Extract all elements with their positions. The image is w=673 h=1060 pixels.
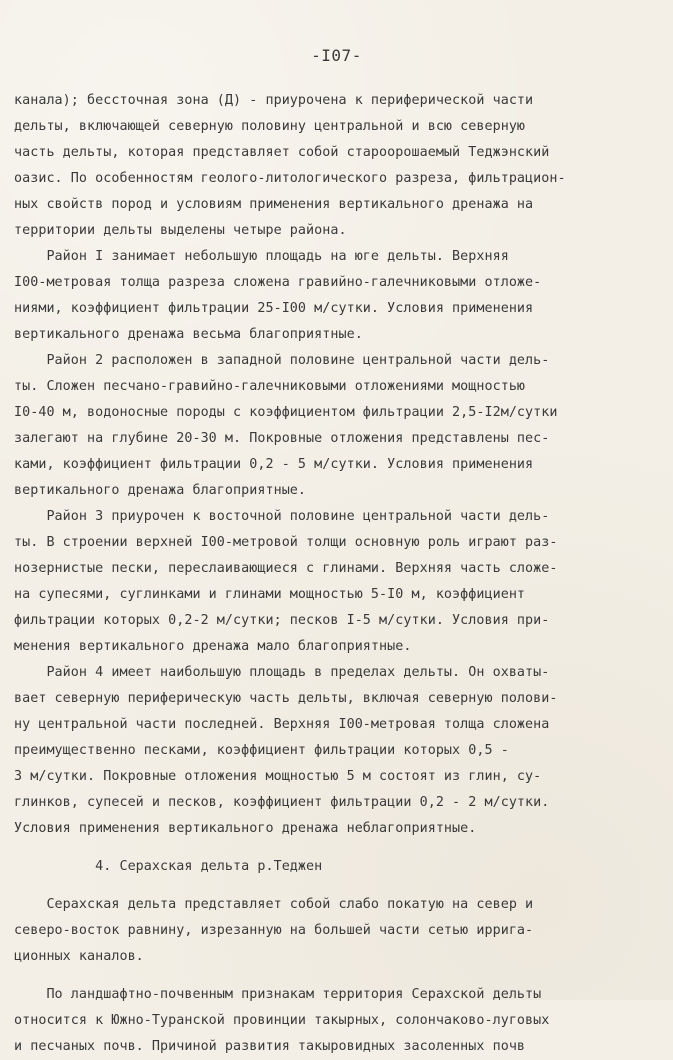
text-line: По ландшафтно-почвенным признакам территория Серахской дельты (14, 987, 542, 1002)
spacer (14, 970, 664, 982)
text-line: территории дельты выделены четыре района. (14, 223, 347, 238)
text-line: фильтрации которых 0,2-2 м/сутки; песков I-5 м/сутки. Условия при- (14, 613, 550, 628)
text-line: I00-метровая толща разреза сложена гравийно-галечниковыми отложе- (14, 275, 542, 290)
text-line: и песчаных почв. Причиной развития такыровидных засоленных почв (14, 1039, 526, 1054)
text-line: Район 3 приурочен к восточной половине центральной части дель- (14, 509, 550, 524)
text-line: ционных каналов. (14, 949, 144, 964)
text-line: часть дельты, которая представляет собой староорошаемый Теджэнский (14, 145, 550, 160)
text-line: северо-восток равнину, изрезанную на большей части сетью ирригa- (14, 923, 534, 938)
text-line: ну центральной части последней. Верхняя I00-метровая толща сложена (14, 717, 550, 732)
text-line: ками, коэффициент фильтрации 0,2 - 5 м/сутки. Условия применения (14, 457, 534, 472)
text-line: ты. Сложен песчано-гравийно-галечниковыми отложениями мощностью (14, 379, 526, 394)
text-line: нозернистые пески, переслаивающиеся с глинами. Верхняя часть сложе- (14, 561, 558, 576)
text-line: Условия применения вертикального дренажа неблагоприятные. (14, 821, 477, 836)
spacer (14, 842, 664, 854)
text-line: I0-40 м, водоносные породы с коэффициентом фильтрации 2,5-I2м/сутки (14, 405, 558, 420)
text-line: Район 4 имеет наибольшую площадь в пределах дельты. Он охваты- (14, 665, 550, 680)
text-line: Серахская дельта представляет собой слабо покатую на север и (14, 897, 534, 912)
text-line: дельты, включающей северную половину центральной и всю северную (14, 119, 526, 134)
text-line: ных свойств пород и условиям применения вертикального дренажа на (14, 197, 534, 212)
text-line: ты. В строении верхней I00-метровой толщи основную роль играют раз- (14, 535, 558, 550)
text-line: Район 2 расположен в западной половине центральной части дель- (14, 353, 550, 368)
text-line: ниями, коэффициент фильтрации 25-I00 м/сутки. Условия применения (14, 301, 534, 316)
spacer (14, 880, 664, 892)
text-line: залегают на глубине 20-30 м. Покровные отложения представлены пес- (14, 431, 550, 446)
text-line: глинков, супесей и песков, коэффициент фильтрации 0,2 - 2 м/сутки. (14, 795, 550, 810)
text-line: 3 м/сутки. Покровные отложения мощностью 5 м состоят из глин, су- (14, 769, 542, 784)
body-text (14, 88, 664, 1060)
text-line: вертикального дренажа благоприятные. (14, 483, 307, 498)
text-line: менения вертикального дренажа мало благоприятные. (14, 639, 412, 654)
text-line: вает северную периферическую часть дельты, включая северную полови- (14, 691, 558, 706)
text-line: на супесями, суглинками и глинами мощностью 5-I0 м, коэффициент (14, 587, 526, 602)
section-heading: 4. Серахская дельта р.Теджен (14, 859, 323, 874)
text-line: Район I занимает небольшую площадь на юге дельты. Верхняя (14, 249, 509, 264)
text-line: оазис. По особенностям геолого-литологического разреза, фильтрацион- (14, 171, 566, 186)
page-number: -I07- (311, 46, 362, 65)
text-line: канала); бессточная зона (Д) - приурочена к периферической части (14, 93, 534, 108)
text-line: вертикального дренажа весьма благоприятные. (14, 327, 363, 342)
text-line: относится к Южно-Туранской провинции такырных, солончаково-луговых (14, 1013, 550, 1028)
text-line: преимущественно песками, коэффициент фильтрации которых 0,5 - (14, 743, 509, 758)
